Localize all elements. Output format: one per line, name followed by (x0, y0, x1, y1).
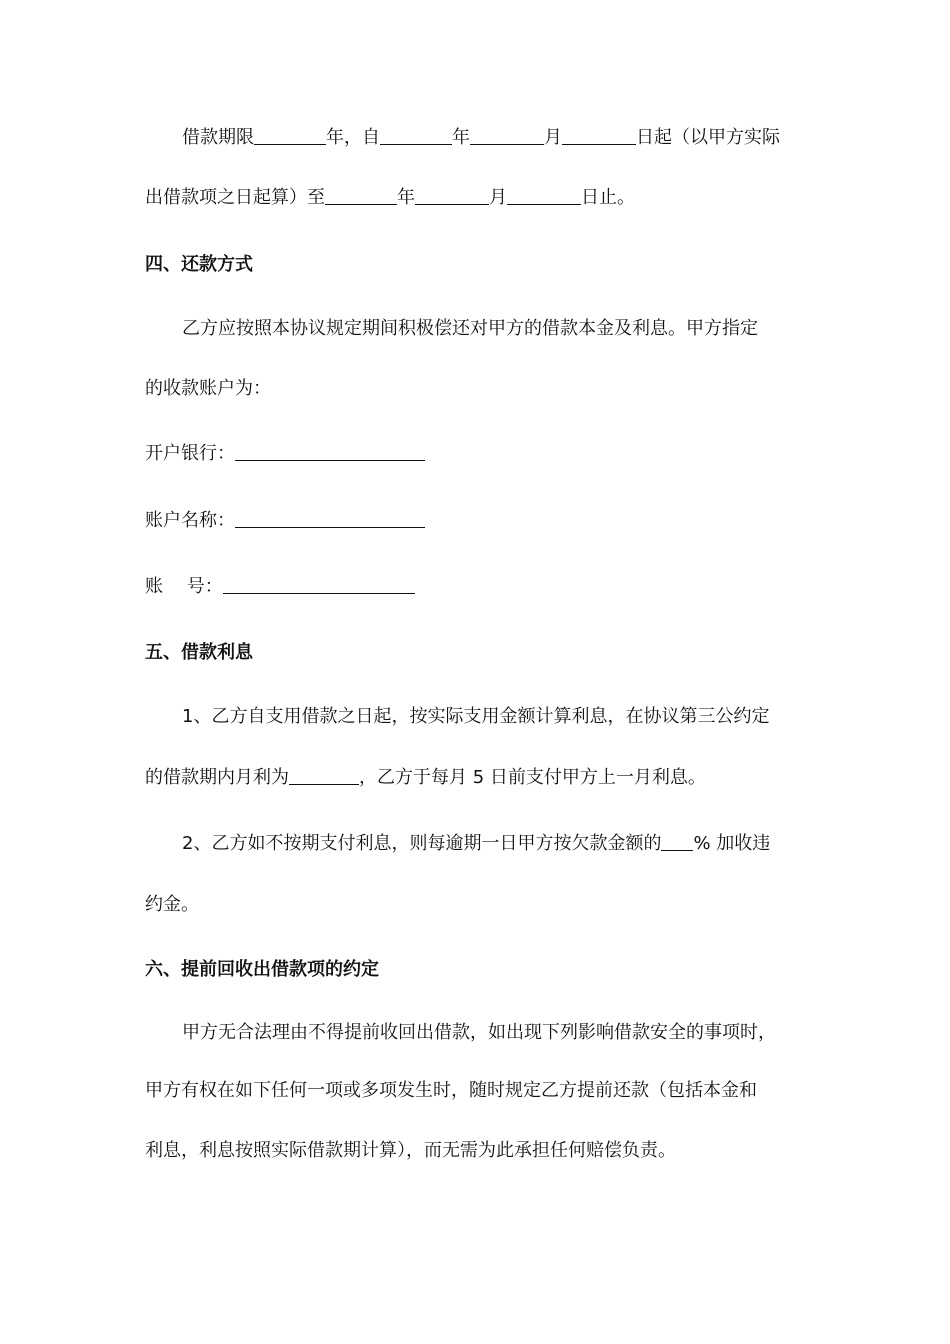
interest-item-1-line-2 (145, 764, 810, 791)
section-heading-early-recovery: 六、提前回收出借款项的约定 (145, 959, 379, 980)
from-text: ，自 (344, 127, 380, 148)
account-number-blank[interactable] (223, 573, 415, 594)
end-day-blank[interactable] (507, 184, 581, 205)
start-day-blank[interactable] (562, 124, 636, 145)
month-unit: 月 (544, 127, 562, 148)
end-month-blank[interactable] (415, 184, 489, 205)
repayment-paragraph-line-2: 的收款账户为： (145, 378, 271, 399)
repayment-paragraph-line-1: 乙方应按照本协议规定期间积极偿还对甲方的借款本金及利息。甲方指定 (182, 318, 758, 339)
early-recovery-paragraph-line-3: 利息，利息按照实际借款期计算），而无需为此承担任何赔偿负责。 (145, 1140, 676, 1161)
penalty-percent-text: % 加收违 (693, 833, 771, 854)
term-years-blank[interactable] (254, 124, 326, 145)
bank-label: 开户银行： (145, 443, 235, 464)
early-recovery-paragraph-line-2: 甲方有权在如下任何一项或多项发生时，随时规定乙方提前还款（包括本金和 (145, 1080, 757, 1101)
interest-item-1-line-1: 1、乙方自支用借款之日起，按实际支用金额计算利息，在协议第三公约定 (182, 706, 770, 727)
account-name-label: 账户名称： (145, 510, 235, 531)
monthly-rate-text: 的借款期内月利为 (145, 767, 289, 788)
monthly-rate-blank[interactable] (289, 764, 359, 785)
bank-blank[interactable] (235, 440, 425, 461)
day-until-text: 日止。 (581, 187, 635, 208)
start-month-blank[interactable] (470, 124, 544, 145)
section-heading-repayment: 四、还款方式 (145, 254, 253, 275)
year-unit: 年 (397, 187, 415, 208)
until-text: 出借款项之日起算）至 (145, 187, 325, 208)
loan-term-line-1 (182, 124, 810, 151)
payment-schedule-text: ，乙方于每月 5 日前支付甲方上一月利息。 (359, 767, 706, 788)
account-name-field-row (145, 507, 810, 534)
end-year-blank[interactable] (325, 184, 397, 205)
penalty-rate-blank[interactable] (661, 830, 693, 851)
early-recovery-paragraph-line-1: 甲方无合法理由不得提前收回出借款，如出现下列影响借款安全的事项时， (182, 1022, 776, 1043)
interest-item-2-line-2: 约金。 (145, 894, 199, 915)
day-from-text: 日起（以甲方实际 (636, 127, 780, 148)
year-unit: 年 (452, 127, 470, 148)
account-name-blank[interactable] (235, 507, 425, 528)
start-year-blank[interactable] (380, 124, 452, 145)
month-unit: 月 (489, 187, 507, 208)
interest-item-2-line-1 (182, 830, 810, 857)
year-unit: 年 (326, 127, 344, 148)
section-heading-interest: 五、借款利息 (145, 642, 253, 663)
bank-field-row (145, 440, 810, 467)
account-number-label: 账 号： (145, 576, 223, 597)
penalty-text: 2、乙方如不按期支付利息，则每逾期一日甲方按欠款金额的 (182, 833, 662, 854)
loan-term-line-2 (145, 184, 810, 211)
account-number-field-row (145, 573, 810, 600)
loan-term-label: 借款期限 (182, 127, 254, 148)
